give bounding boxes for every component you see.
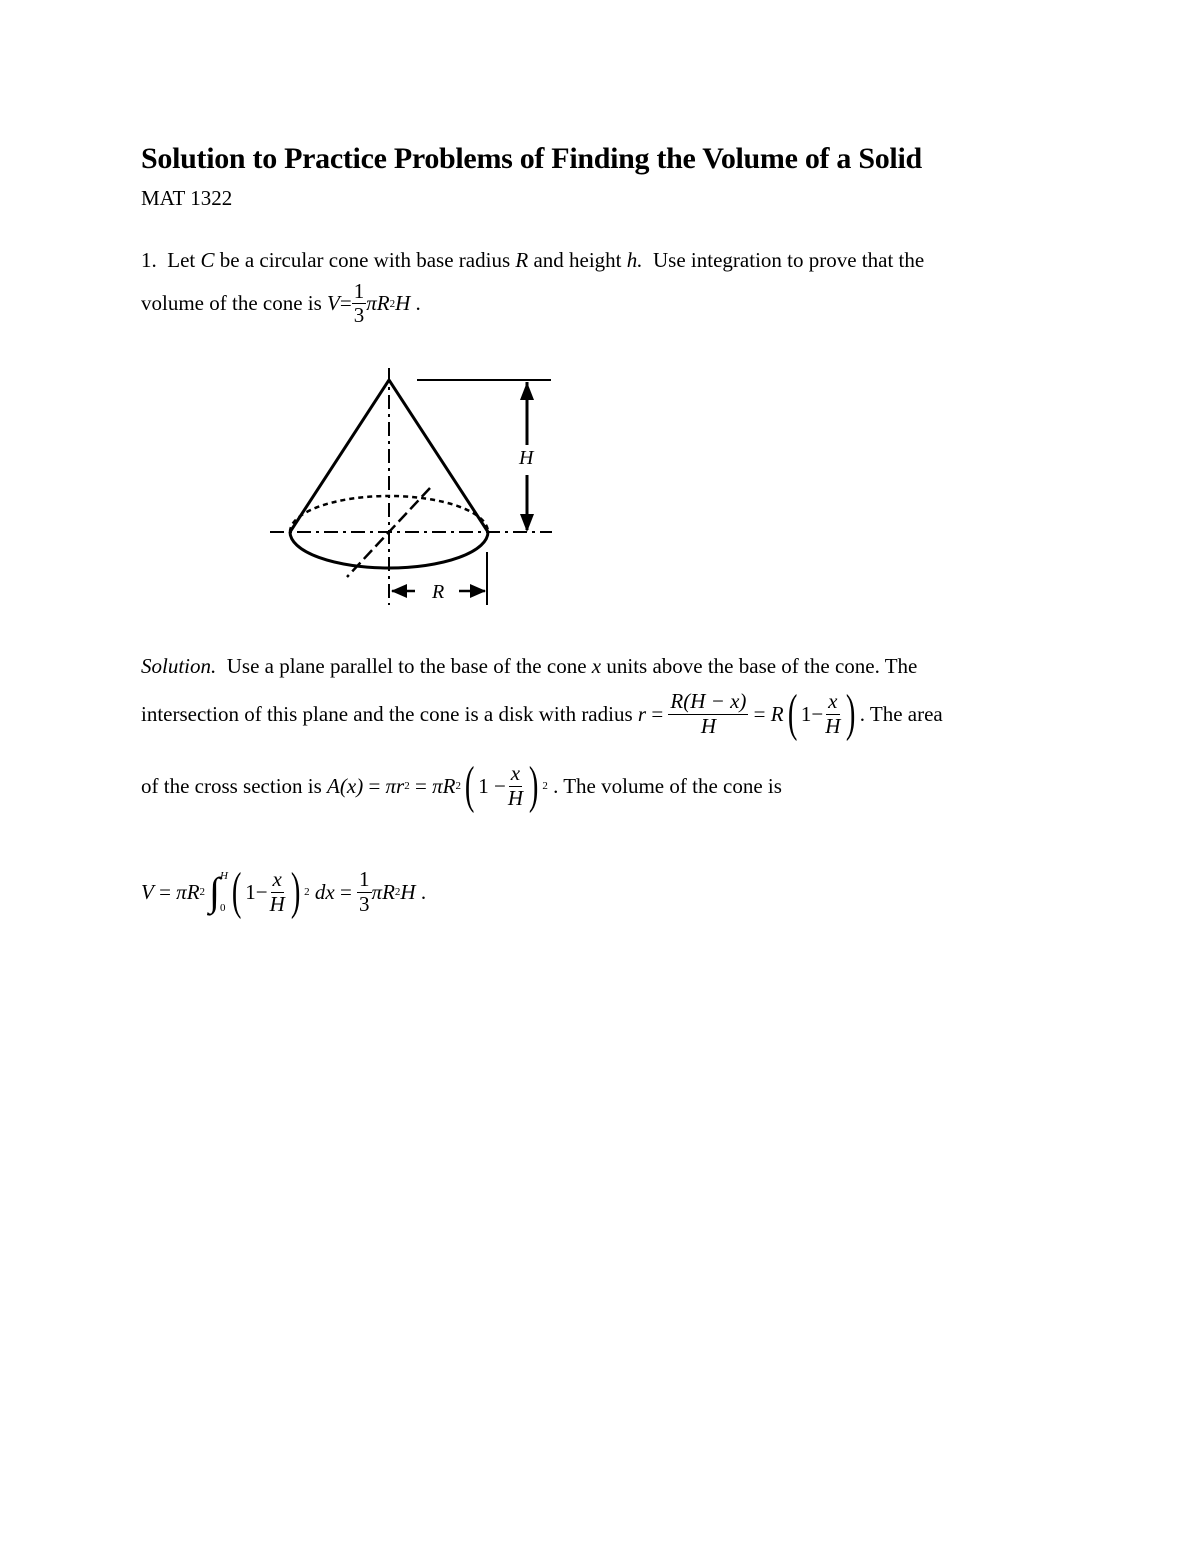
integral-sign: ∫ H 0: [209, 869, 228, 914]
height-label: H: [519, 447, 534, 469]
course-code: MAT 1322: [141, 186, 233, 210]
x-over-H-fraction: $\frac{x}{H}$: [825, 689, 841, 738]
integrand-fraction: $\frac{x}{H}$: [269, 867, 285, 916]
solution-label: Solution.: [141, 654, 217, 678]
cone-left-side: [290, 380, 389, 532]
problem-number: 1.: [141, 248, 157, 272]
solution-line-1: Solution. Use a plane parallel to the base of the cone x units above the base of the cone. The: [141, 654, 918, 678]
problem-line-1: 1. Let C be a circular cone with base radius R and height h. Use integration to prove that the: [141, 248, 925, 272]
solution-line-3: of the cross section is A(x) = πr 2 = πR 2 ( 1 − $\frac{x}{H}$ ) 2 . The volume of the cone is: [141, 757, 782, 814]
radius-fraction: $\frac{R(H - x)}{H}$: [670, 689, 747, 738]
solution-line-2: intersection of this plane and the cone is a disk with radius r = $\frac{R(H - x)}{H}$ = R ( 1− $\frac{x}{H}$ ) . The area: [141, 685, 943, 742]
radius-arrowhead-right: [470, 584, 486, 598]
area-x-over-H-fraction: $\frac{x}{H}$: [507, 761, 524, 810]
cone-right-side: [389, 380, 488, 532]
one-third-fraction: $\frac{1}{3}$: [353, 279, 365, 328]
height-arrowhead-up: [520, 382, 534, 400]
radius-arrowhead-left: [391, 584, 407, 598]
problem-line-2: volume of the cone is V = $\frac{1}{3}$ πR 2 H .: [141, 279, 421, 328]
cone-diagram: [265, 360, 565, 615]
height-arrowhead-down: [520, 514, 534, 532]
volume-integral: V = πR 2 ∫ H 0 ( 1− $\frac{x}{H}$ ) 2 dx = $\frac{1}{3}$ πR 2 H .: [141, 863, 427, 920]
page-title: Solution to Practice Problems of Finding the Volume of a Solid: [141, 142, 922, 175]
result-one-third: $\frac{1}{3}$: [359, 867, 370, 916]
radius-label: R: [432, 581, 445, 603]
